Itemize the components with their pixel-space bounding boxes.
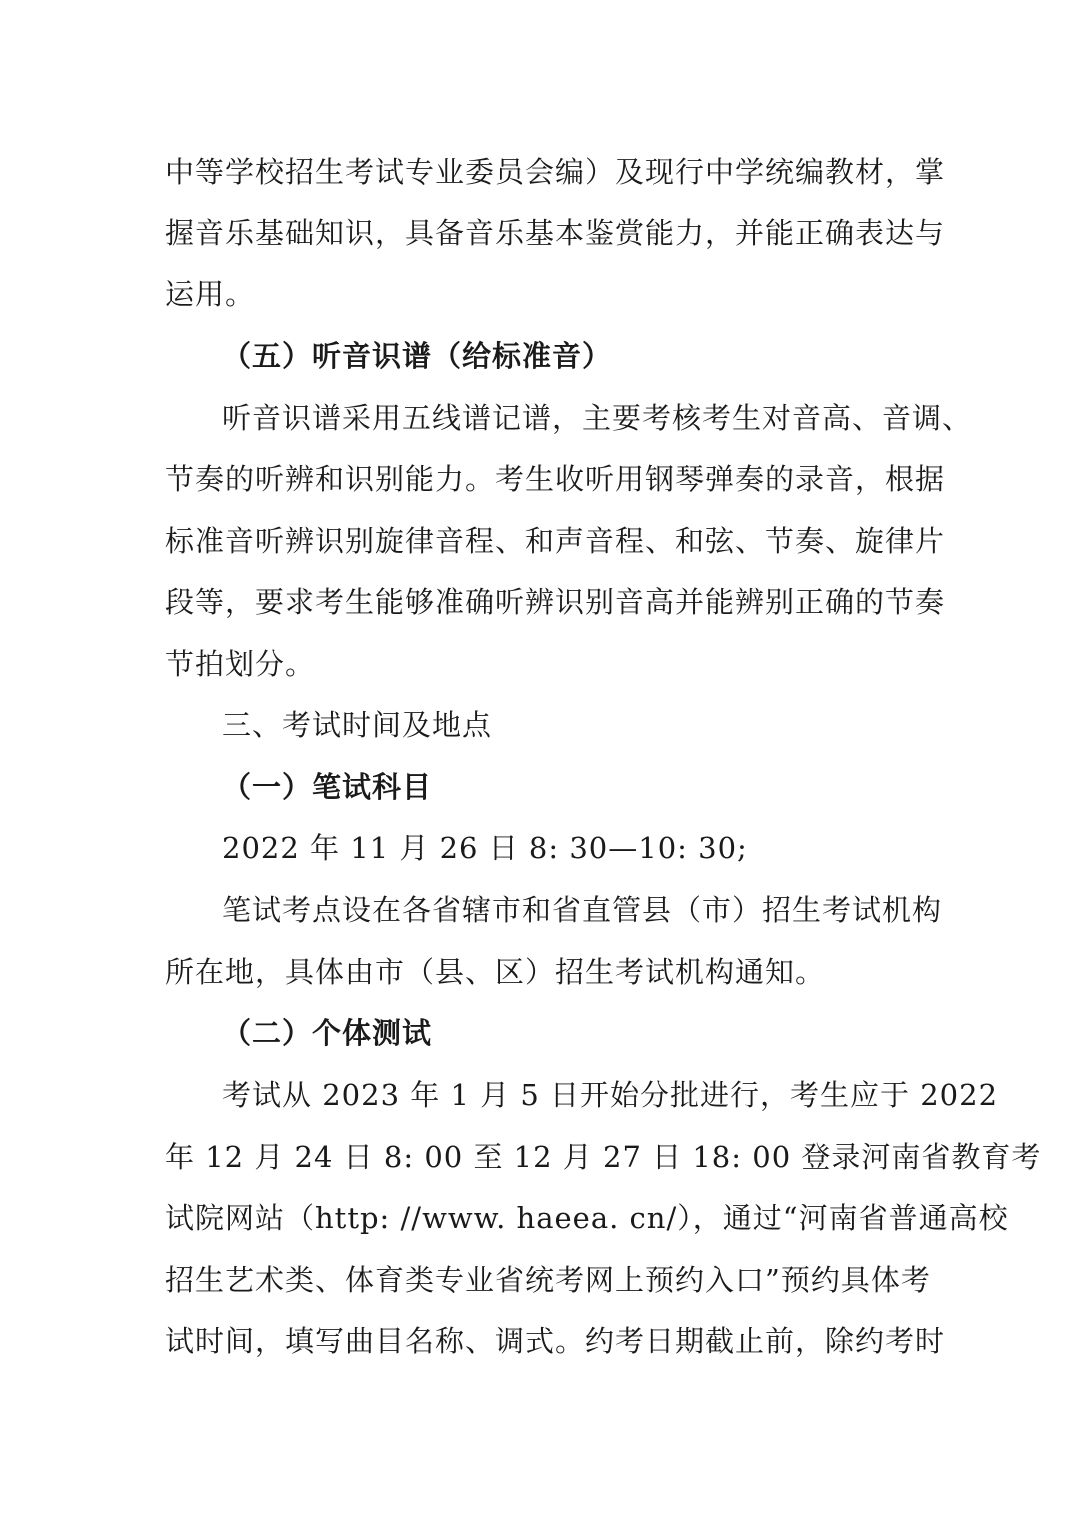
paragraph-line: 年 12 月 24 日 8: 00 至 12 月 27 日 18: 00 登录河南省教育考 — [165, 1140, 1042, 1174]
paragraph-line: 试时间，填写曲目名称、调式。约考日期截止前，除约考时 — [165, 1324, 946, 1358]
subheading-five: （五）听音识谱（给标准音） — [222, 339, 613, 373]
subheading-two: （二）个体测试 — [222, 1016, 433, 1050]
paragraph-line: 试院网站（http: //www. haeea. cn/），通过“河南省普通高校 — [165, 1201, 1009, 1235]
section-heading-three: 三、考试时间及地点 — [222, 708, 493, 742]
paragraph-line: 节奏的听辨和识别能力。考生收听用钢琴弹奏的录音，根据 — [165, 462, 946, 496]
paragraph-line: 听音识谱采用五线谱记谱，主要考核考生对音高、音调、 — [222, 401, 973, 435]
subheading-one: （一）笔试科目 — [222, 770, 433, 804]
paragraph-line: 握音乐基础知识，具备音乐基本鉴赏能力，并能正确表达与 — [165, 216, 946, 250]
paragraph-line: 笔试考点设在各省辖市和省直管县（市）招生考试机构 — [222, 893, 943, 927]
paragraph-line: 标准音听辨识别旋律音程、和声音程、和弦、节奏、旋律片 — [165, 524, 946, 558]
paragraph-line: 中等学校招生考试专业委员会编）及现行中学统编教材，掌 — [165, 155, 946, 189]
paragraph-line: 招生艺术类、体育类专业省统考网上预约入口”预约具体考 — [165, 1263, 931, 1297]
paragraph-line: 运用。 — [165, 277, 256, 311]
paragraph-line: 2022 年 11 月 26 日 8: 30—10: 30; — [222, 831, 748, 865]
paragraph-line: 段等，要求考生能够准确听辨识别音高并能辨别正确的节奏 — [165, 585, 946, 619]
paragraph-line: 所在地，具体由市（县、区）招生考试机构通知。 — [165, 955, 826, 989]
paragraph-line: 节拍划分。 — [165, 647, 316, 681]
paragraph-line: 考试从 2023 年 1 月 5 日开始分批进行，考生应于 2022 — [222, 1078, 999, 1112]
